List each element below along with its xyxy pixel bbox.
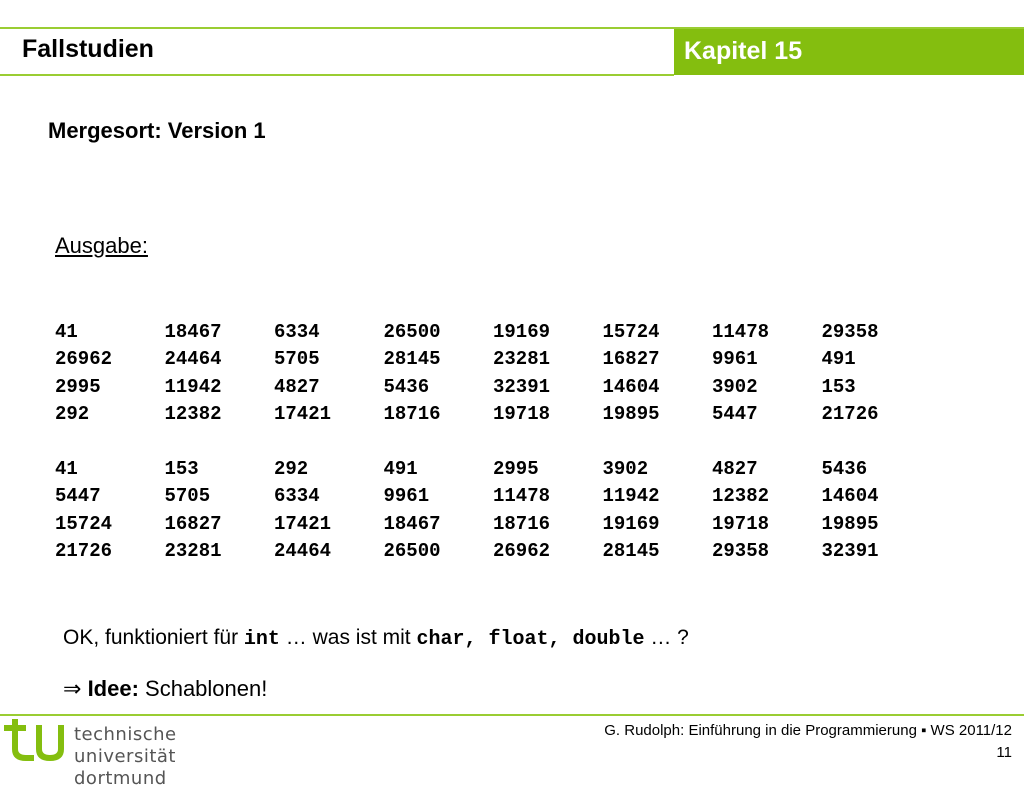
- page-number: 11: [996, 744, 1012, 761]
- number-cell: 19718: [493, 403, 551, 426]
- number-cell: 4827: [712, 458, 758, 481]
- number-cell: 11478: [712, 321, 770, 344]
- number-cell: 6334: [274, 485, 320, 508]
- number-cell: 11478: [493, 485, 551, 508]
- university-name-line2: dortmund: [74, 768, 167, 789]
- number-cell: 26500: [383, 540, 441, 563]
- chapter-label: Kapitel 15: [684, 37, 803, 65]
- number-cell: 5447: [712, 403, 758, 426]
- number-cell: 18716: [493, 512, 551, 535]
- table-row: [55, 319, 931, 346]
- number-cell: 5705: [274, 348, 320, 371]
- number-cell: 18467: [383, 512, 441, 535]
- number-cell: 19718: [712, 512, 770, 535]
- question-text-1: OK, funktioniert für: [63, 626, 244, 649]
- number-cell: 4827: [274, 375, 320, 398]
- number-cell: 19169: [493, 321, 551, 344]
- number-cell: 19895: [821, 512, 879, 535]
- table-row: [55, 374, 931, 401]
- number-cell: 18467: [164, 321, 222, 344]
- table-row: [55, 538, 931, 565]
- university-name-line1: technische universität: [74, 724, 177, 767]
- number-cell: 41: [55, 321, 78, 344]
- number-cell: 9961: [383, 485, 430, 508]
- number-cell: 29358: [712, 540, 770, 563]
- number-cell: 19895: [602, 403, 660, 426]
- table-row: [55, 346, 931, 373]
- number-cell: 16827: [602, 348, 660, 371]
- table-row: [55, 456, 931, 483]
- unsorted-numbers-table: [55, 319, 931, 428]
- number-cell: 23281: [493, 348, 551, 371]
- implies-arrow-icon: ⇒: [63, 676, 82, 701]
- number-cell: 26962: [493, 540, 551, 563]
- number-cell: 5705: [164, 485, 211, 508]
- number-cell: 32391: [493, 375, 551, 398]
- university-logo: [4, 716, 284, 789]
- idea-label: Idee:: [87, 676, 139, 701]
- number-cell: 24464: [164, 348, 222, 371]
- header-bottom-line: [0, 74, 674, 76]
- number-cell: 17421: [274, 512, 332, 535]
- number-cell: 491: [383, 458, 418, 481]
- number-cell: 18716: [383, 403, 441, 426]
- slide-section-title: Fallstudien: [22, 35, 154, 63]
- number-cell: 14604: [602, 375, 660, 398]
- number-cell: 11942: [164, 375, 222, 398]
- number-cell: 5436: [383, 375, 430, 398]
- number-cell: 153: [164, 458, 199, 481]
- question-text-3: … ?: [644, 626, 689, 649]
- number-cell: 12382: [164, 403, 222, 426]
- chapter-badge: [674, 29, 1024, 75]
- number-cell: 14604: [821, 485, 879, 508]
- footer-credit: G. Rudolph: Einführung in die Programmierung ▪ WS 2011/12: [604, 722, 1012, 739]
- output-label: Ausgabe:: [55, 233, 148, 258]
- number-cell: 26500: [383, 321, 441, 344]
- idea-line: [63, 676, 267, 702]
- number-cell: 3902: [712, 375, 758, 398]
- number-cell: 28145: [602, 540, 660, 563]
- number-cell: 24464: [274, 540, 332, 563]
- number-cell: 16827: [164, 512, 222, 535]
- code-int: int: [243, 628, 280, 651]
- question-text-2: … was ist mit: [279, 626, 417, 649]
- number-cell: 23281: [164, 540, 222, 563]
- question-line: [63, 626, 689, 651]
- number-cell: 41: [55, 458, 78, 481]
- number-cell: 15724: [602, 321, 660, 344]
- number-cell: 491: [821, 348, 856, 371]
- table-row: [55, 511, 931, 538]
- number-cell: 292: [274, 458, 309, 481]
- number-cell: 17421: [274, 403, 332, 426]
- number-cell: 15724: [55, 512, 113, 535]
- tu-logo-icon: [4, 717, 66, 767]
- number-cell: 21726: [55, 540, 113, 563]
- number-cell: 153: [821, 375, 856, 398]
- number-cell: 5447: [55, 485, 101, 508]
- number-cell: 29358: [821, 321, 879, 344]
- number-cell: 2995: [493, 458, 539, 481]
- university-name: [74, 724, 284, 790]
- table-row: [55, 483, 931, 510]
- idea-text: Schablonen!: [138, 676, 268, 701]
- number-cell: 11942: [602, 485, 660, 508]
- number-cell: 9961: [712, 348, 758, 371]
- number-cell: 6334: [274, 321, 320, 344]
- number-cell: 19169: [602, 512, 660, 535]
- number-cell: 3902: [602, 458, 649, 481]
- slide-subtitle: Mergesort: Version 1: [48, 118, 266, 143]
- number-cell: 21726: [821, 403, 879, 426]
- number-cell: 12382: [712, 485, 770, 508]
- number-cell: 5436: [821, 458, 868, 481]
- code-types: char, float, double: [416, 628, 645, 651]
- number-cell: 2995: [55, 375, 101, 398]
- number-cell: 32391: [821, 540, 879, 563]
- number-cell: 28145: [383, 348, 441, 371]
- table-row: [55, 401, 931, 428]
- number-cell: 26962: [55, 348, 113, 371]
- number-cell: 292: [55, 403, 90, 426]
- sorted-numbers-table: [55, 456, 931, 565]
